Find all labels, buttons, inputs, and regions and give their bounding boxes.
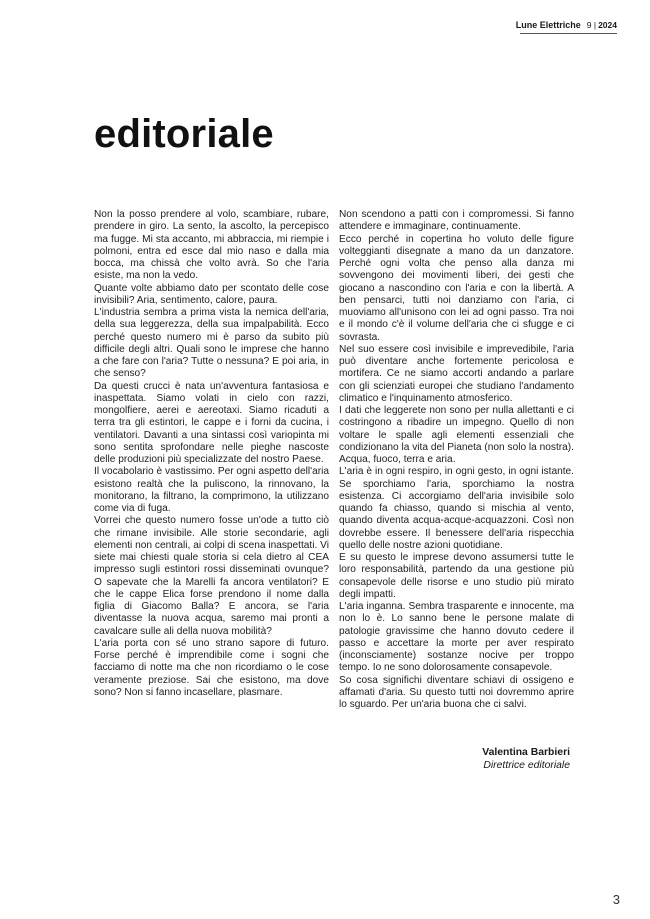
- author-name: Valentina Barbieri: [482, 747, 570, 758]
- header-separator: |: [593, 20, 597, 30]
- page-title: editoriale: [94, 112, 274, 156]
- paragraph: I dati che leggerete non sono per nulla allettanti e ci costringono a ribadire un impegno. Quello di non voltare le spalle agli elementi essenziali che condizionano la vita del Pianeta (non solo la nostra). Acqua, fuoco, terra e aria.: [339, 405, 574, 465]
- paragraph: Da questi crucci è nata un'avventura fantasiosa e inaspettata. Siamo volati in cielo con razzi, mongolfiere, aerei e aereotaxi. Siamo ricaduti a terra tra gli estintori, le cappe e i forni da cucina, i ventilatori. Davanti a una sintassi così variopinta mi sono sentita sprofondare nelle pieghe nascoste delle produzioni più specializzate del nostro Paese.: [94, 380, 329, 465]
- text-column-left: [94, 209, 329, 699]
- publication-name: Lune Elettriche: [515, 20, 581, 30]
- paragraph: Non scendono a patti con i compromessi. Si fanno attendere e immaginare, continuamente.: [339, 209, 574, 233]
- paragraph: L'aria inganna. Sembra trasparente e innocente, ma non lo è. Lo sanno bene le persone malate di patologie gravissime che hanno dovuto cedere il passo e accettare la morte per aver respirato (inconsciamente) sostanze nocive per troppo tempo. Io ne sono dolorosamente consapevole.: [339, 601, 574, 674]
- paragraph: Il vocabolario è vastissimo. Per ogni aspetto dell'aria esistono realtà che la puliscono, la rinnovano, la monitorano, la filtrano, la comprimono, la utilizzano come via di fuga.: [94, 466, 329, 514]
- paragraph: Ecco perché in copertina ho voluto delle figure volteggianti disegnate a mano da un danzatore. Perché ogni volta che penso alla danza mi sovvengono dei movimenti liberi, dei gesti che giocano a nascondino con l'aria e con la libertà. A ben pensarci, tutti noi danziamo con l'aria, ci muoviamo all'unisono con lei ad ogni passo. Tra noi e il mondo c'è il volume dell'aria che ci sfugge e ci sovrasta.: [339, 233, 574, 343]
- paragraph: L'aria porta con sé uno strano sapore di futuro. Forse perché è imprendibile come i sogni che facciamo di notte ma che non ricordiamo o le cose veramente preziose. Sai che esistono, ma dove sono? Non si fanno incasellare, plasmare.: [94, 637, 329, 698]
- issue-label: [587, 20, 596, 30]
- signature-block: [482, 746, 570, 772]
- paragraph: Quante volte abbiamo dato per scontato delle cose invisibili? Aria, sentimento, calore, paura.: [94, 282, 329, 306]
- paragraph: Non la posso prendere al volo, scambiare, rubare, prendere in giro. La sento, la ascolto, la percepisco ma fugge. Mi sta accanto, mi abbraccia, mi riempie i polmoni, entra ed esce dal mio naso e dalla mia bocca, ma chissà che volto avrà. So che l'aria esiste, ma non la vedo.: [94, 209, 329, 282]
- issue-number: 9: [586, 20, 592, 30]
- paragraph: E su questo le imprese devono assumersi tutte le loro responsabilità, partendo da una gestione più consapevole delle risorse e uno studio più mirato degli impatti.: [339, 552, 574, 600]
- paragraph: L'industria sembra a prima vista la nemica dell'aria, della sua leggerezza, della sua impalpabilità. Ecco perché questo numero mi è parso da subito più difficile degli altri. Quali sono le imprese che hanno a che fare con l'aria? Tutte o nessuna? E poi aria, in che senso?: [94, 307, 329, 380]
- paragraph: L'aria è in ogni respiro, in ogni gesto, in ogni istante. Se sporchiamo l'aria, sporchiamo la nostra esistenza. Ci accorgiamo dell'aria invisibile solo quando fa chiasso, quando si mischia al vento, quando diventa acqua-acque-acquazzoni. Così non dovrebbe essere. Il benessere dell'aria rispecchia quello delle nostre azioni quotidiane.: [339, 466, 574, 551]
- paragraph: Vorrei che questo numero fosse un'ode a tutto ciò che rimane invisibile. Alle storie secondarie, agli elementi non centrali, ai colpi di scena inaspettati. Vi siete mai chiesti quale storia si cela dietro al CEA impresso sugli estintori rossi disseminati ovunque? O sapevate che la Marelli fa ancora ventilatori? E che le cappe Elica forse prendono il nome dalla figlia di Giacomo Balla? E ancora, se l'aria diventasse la nuova acqua, saremo mai pronti a cavalcare sulle ali della nuova mobilità?: [94, 515, 329, 637]
- page-number: 3: [612, 892, 620, 907]
- issue-year: 2024: [598, 20, 617, 30]
- running-header: [516, 20, 617, 30]
- author-role: Direttrice editoriale: [483, 760, 570, 771]
- text-column-right: [339, 209, 574, 711]
- paragraph: So cosa significhi diventare schiavi di ossigeno e affamati d'aria. Su questo tutti noi dovremmo aprire lo sguardo. Per un'aria buona che ci salvi.: [339, 674, 574, 710]
- paragraph: Nel suo essere così invisibile e imprevedibile, l'aria può diventare anche fortemente pericolosa e mortifera. Ce ne siamo accorti andando a parlare con gli scienziati europei che studiano l'andamento climatico e l'inquinamento atmosferico.: [339, 343, 574, 404]
- header-rule: [520, 33, 617, 34]
